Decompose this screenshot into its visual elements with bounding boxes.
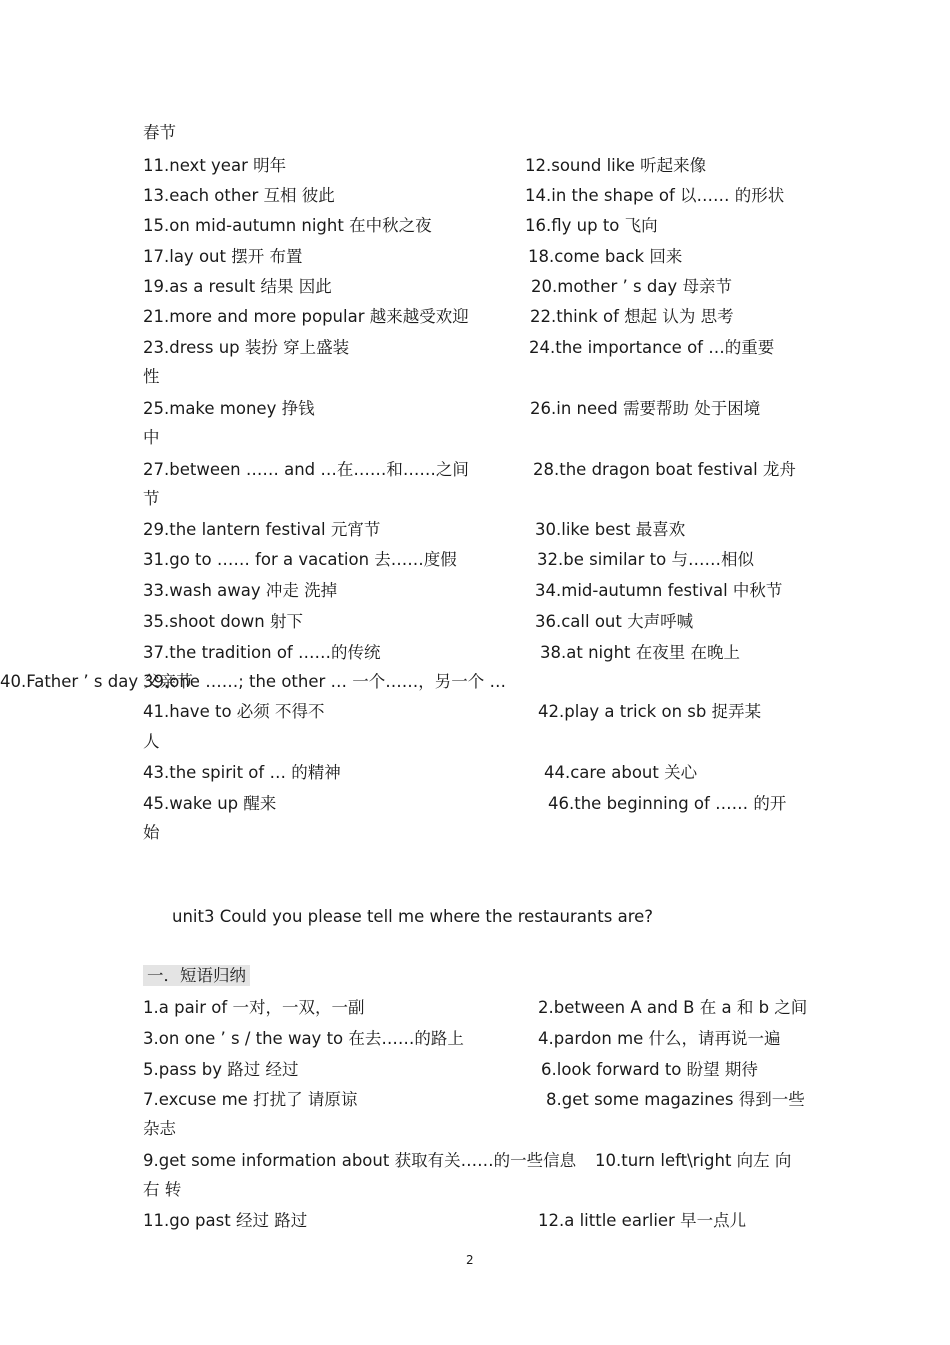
phrase-right: 24.the importance of …的重要: [529, 338, 775, 357]
phrase-right: 2.between A and B 在 a 和 b 之间: [538, 998, 808, 1017]
phrase-right: 36.call out 大声呼喊: [535, 612, 694, 631]
phrase-right: 28.the dragon boat festival 龙舟: [533, 460, 796, 479]
section-heading: [143, 965, 250, 987]
phrase-right: 14.in the shape of 以…… 的形状: [525, 186, 785, 205]
phrase-right: 8.get some magazines 得到一些: [546, 1090, 805, 1109]
phrase-left: 17.lay out 摆开 布置: [143, 247, 303, 266]
phrase-right: 38.at night 在夜里 在晚上: [540, 643, 740, 662]
section-heading-label: 一．短语归纳: [143, 965, 250, 986]
phrase-right: 44.care about 关心: [544, 763, 698, 782]
phrase-left: 39.one ……; the other … 一个……，另一个 …: [143, 672, 507, 691]
phrase-right: 30.like best 最喜欢: [535, 520, 686, 539]
phrase-right: 12.a little earlier 早一点儿: [538, 1211, 747, 1230]
phrase-left: 性: [143, 367, 160, 386]
phrase-right: 26.in need 需要帮助 处于困境: [530, 399, 761, 418]
phrase-left: 11.next year 明年: [143, 156, 287, 175]
phrase-left: 43.the spirit of … 的精神: [143, 763, 341, 782]
phrase-left: 19.as a result 结果 因此: [143, 277, 332, 296]
phrase-left: 人: [143, 732, 160, 751]
phrase-right: 22.think of 想起 认为 思考: [530, 307, 734, 326]
phrase-left: 始: [143, 823, 160, 842]
phrase-right: 10.turn left\right 向左 向: [595, 1151, 792, 1170]
phrase-left: 41.have to 必须 不得不: [143, 702, 325, 721]
phrase-left: 13.each other 互相 彼此: [143, 186, 335, 205]
phrase-right: 4.pardon me 什么，请再说一遍: [538, 1029, 781, 1048]
phrase-left: 25.make money 挣钱: [143, 399, 315, 418]
phrase-left: 33.wash away 冲走 洗掉: [143, 581, 338, 600]
phrase-left: 春节: [143, 123, 176, 142]
phrase-left: 21.more and more popular 越来越受欢迎: [143, 307, 469, 326]
phrase-right: 20.mother ’ s day 母亲节: [531, 277, 732, 296]
phrase-right: 18.come back 回来: [528, 247, 683, 266]
phrase-right: 32.be similar to 与……相似: [537, 550, 754, 569]
phrase-left: 23.dress up 装扮 穿上盛装: [143, 338, 350, 357]
phrase-left: 31.go to …… for a vacation 去……度假: [143, 550, 457, 569]
unit-title: unit3 Could you please tell me where the restaurants are?: [172, 907, 654, 926]
phrase-left: 右 转: [143, 1180, 182, 1199]
phrase-right: 16.fly up to 飞向: [525, 216, 658, 235]
phrase-right: 42.play a trick on sb 捉弄某: [538, 702, 762, 721]
phrase-left: 3.on one ’ s / the way to 在去……的路上: [143, 1029, 464, 1048]
phrase-left: 1.a pair of 一对，一双，一副: [143, 998, 365, 1017]
phrase-right: 6.look forward to 盼望 期待: [541, 1060, 758, 1079]
phrase-left: 11.go past 经过 路过: [143, 1211, 308, 1230]
phrase-left: 45.wake up 醒来: [143, 794, 277, 813]
phrase-left: 节: [143, 489, 160, 508]
phrase-left: 7.excuse me 打扰了 请原谅: [143, 1090, 358, 1109]
phrase-left: 中: [143, 428, 160, 447]
phrase-left: 29.the lantern festival 元宵节: [143, 520, 381, 539]
phrase-left: 27.between …… and …在……和……之间: [143, 460, 469, 479]
phrase-left: 35.shoot down 射下: [143, 612, 303, 631]
phrase-left: 5.pass by 路过 经过: [143, 1060, 299, 1079]
phrase-right: 40.Father ’ s day 父亲节: [0, 672, 193, 691]
phrase-right: 34.mid-autumn festival 中秋节: [535, 581, 783, 600]
phrase-left: 37.the tradition of ……的传统: [143, 643, 381, 662]
phrase-left: 9.get some information about 获取有关……的一些信息: [143, 1151, 577, 1170]
phrase-left: 杂志: [143, 1119, 176, 1138]
phrase-left: 15.on mid-autumn night 在中秋之夜: [143, 216, 432, 235]
phrase-right: 12.sound like 听起来像: [525, 156, 707, 175]
phrase-right: 46.the beginning of …… 的开: [548, 794, 787, 813]
page-number: 2: [466, 1253, 474, 1267]
